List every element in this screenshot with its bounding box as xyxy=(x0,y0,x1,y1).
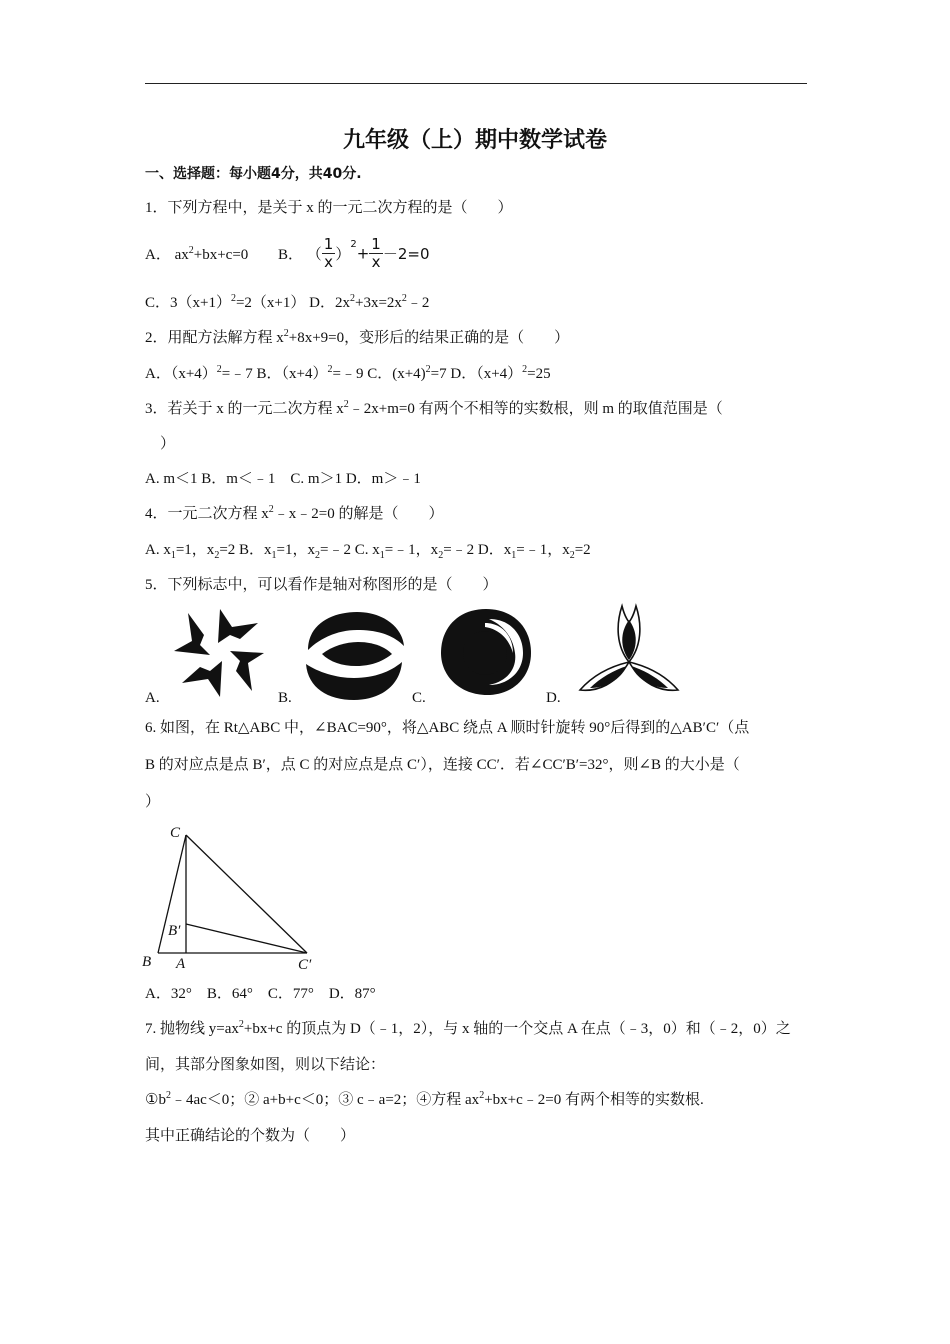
q6-triangle-figure xyxy=(140,820,325,975)
section-heading: 一、选择题：每小题4分，共40分. xyxy=(145,166,362,182)
q5-stem: 5．下列标志中，可以看作是轴对称图形的是（ ） xyxy=(145,577,498,593)
q1-option-a: A． $ax^2+bx+c=0$ xyxy=(145,245,249,263)
q3-stem: 3．若关于 x 的一元二次方程 $x^2﹣2x+m=0$ 有两个不相等的实数根，则 m 的取值范围是（ xyxy=(145,399,723,417)
fig-label-c-prime: C′ xyxy=(298,957,312,973)
q5-label-d: D. xyxy=(546,690,561,706)
q5-label-a: A. xyxy=(145,690,160,706)
fig-label-b-prime: B′ xyxy=(168,923,181,939)
q7-stem-line1: 7. 抛物线 $y=ax^2+bx+c$ 的顶点为 D（﹣1，2），与 x 轴的一个交点 A 在点（﹣3，0）和（﹣2，0）之 xyxy=(145,1019,791,1037)
fraction: $\frac{1}{x}$ xyxy=(371,235,381,271)
fig-label-a: A xyxy=(176,956,186,972)
q6-options: A．32° B．64° C．77° D．87° xyxy=(145,986,376,1002)
q6-stem-line1: 6. 如图，在 Rt△ABC 中，∠BAC=90°，将△ABC 绕点 A 顺时针旋转 90°后得到的△AB′C′（点 xyxy=(145,720,750,736)
q3-stem-cont: ） xyxy=(160,436,176,452)
logo-a-stars-icon xyxy=(170,605,270,700)
q6-stem-line3: ） xyxy=(145,794,161,810)
q1-option-b: B． （ $\frac{1}{x}$ ）$^2$+ $\frac{1}{x}$ －2=0 xyxy=(278,235,430,271)
q4-stem: 4．一元二次方程 $x^2﹣x﹣2=0$ 的解是（ ） xyxy=(145,504,444,522)
q4-options: A. $x_1=1$，$x_2=2$ B．$x_1=1$，$x_2=﹣2$ C. $x_1=﹣1$，$x_2=﹣2$ D．$x_1=﹣1$，$x_2=2$ xyxy=(145,542,591,561)
q7-stem-line2: 间，其部分图象如图，则以下结论： xyxy=(145,1057,386,1073)
page-title: 九年级（上）期中数学试卷 xyxy=(342,128,607,153)
q7-question: 其中正确结论的个数为（ ） xyxy=(145,1128,356,1144)
q5-label-c: C. xyxy=(412,690,426,706)
q7-conclusions: $①b^2﹣4ac<0$；② a+b+c＜0；③ c﹣a=2；④方程 $ax^2+bx+c﹣2=0$ 有两个相等的实数根. xyxy=(145,1090,704,1108)
fraction: $\frac{1}{x}$ xyxy=(323,235,334,271)
fig-label-c: C xyxy=(170,825,181,841)
fig-label-b: B xyxy=(142,954,152,970)
header-rule xyxy=(145,83,807,84)
logo-d-trefoil-icon xyxy=(572,602,687,702)
logo-c-ring-icon xyxy=(437,605,535,700)
logo-b-ellipse-icon xyxy=(302,610,407,702)
q2-options: A．$(x+4)^2=﹣7$ B．$(x+4)^2=﹣9$ C．$(x+4)^2=7$ D．$(x+4)^2=25$ xyxy=(145,364,551,382)
q3-options: A. m＜1 B．m＜﹣1 C. m＞1 D．m＞﹣1 xyxy=(145,471,421,487)
q5-label-b: B. xyxy=(278,690,292,706)
q2-stem: 2．用配方法解方程 $x^2+8x+9=0$，变形后的结果正确的是（ ） xyxy=(145,328,570,346)
q1-stem: 1．下列方程中，是关于 x 的一元二次方程的是（ ） xyxy=(145,200,513,216)
q6-stem-line2: B 的对应点是点 B′，点 C 的对应点是点 C′），连接 CC′．若∠CC′B′=32°，则∠B 的大小是（ xyxy=(145,757,740,773)
q1-options-cd: C．$3(x+1)^2=2(x+1)$ D．$2x^2+3x=2x^2﹣2$ xyxy=(145,293,430,311)
